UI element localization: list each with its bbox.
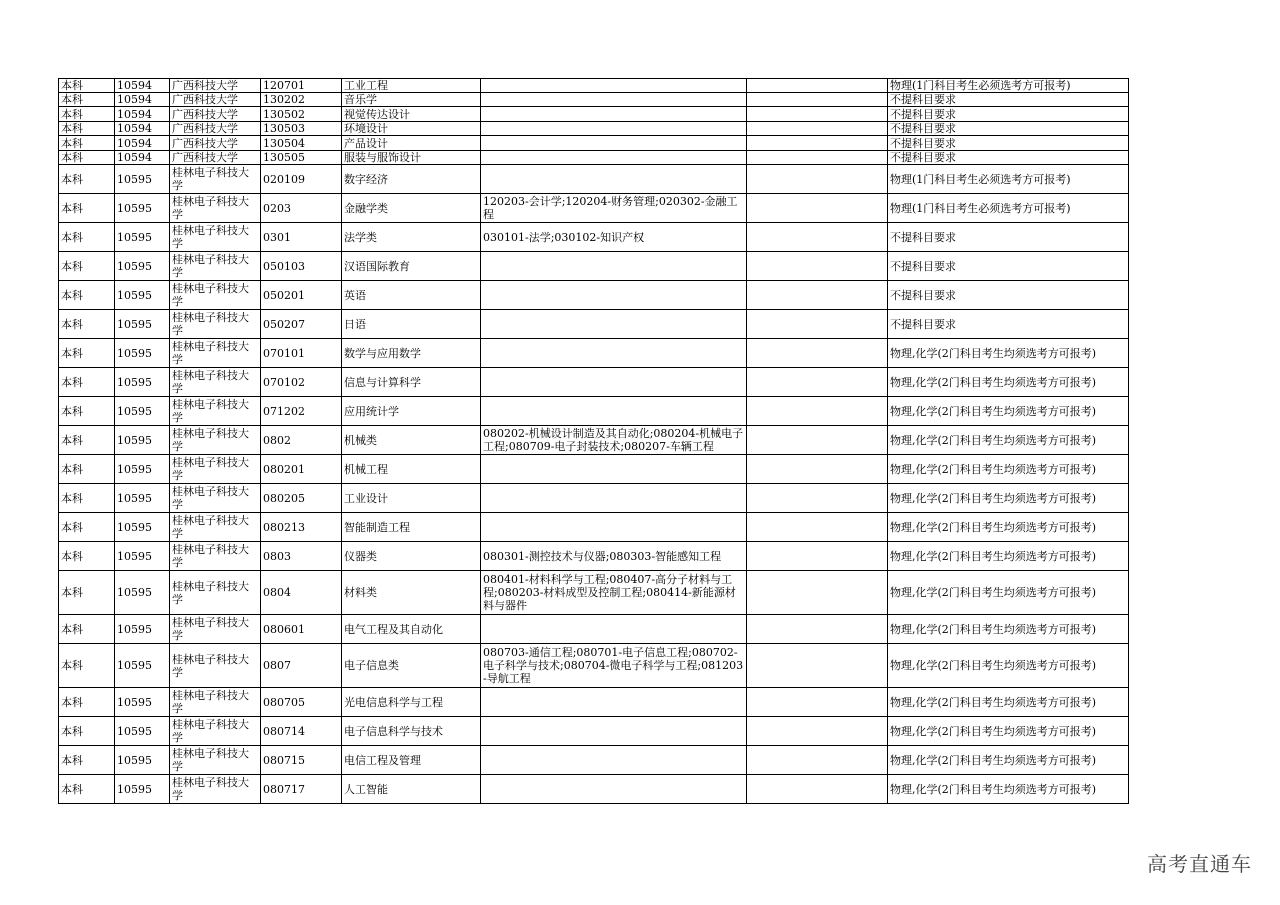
subject-requirement-cell: 物理,化学(2门科目考生均须选考方可报考) [888, 571, 1129, 615]
school-name-cell: 桂林电子科技大学 [170, 281, 261, 310]
school-code-cell: 10595 [115, 252, 170, 281]
school-code-cell: 10594 [115, 93, 170, 107]
school-code-cell: 10595 [115, 775, 170, 804]
school-name-cell: 桂林电子科技大学 [170, 513, 261, 542]
school-name-cell: 桂林电子科技大学 [170, 615, 261, 644]
table-row [59, 484, 1129, 513]
table-row [59, 615, 1129, 644]
included-majors-cell [481, 310, 747, 339]
major-code-cell: 130503 [261, 122, 342, 136]
school-name-cell: 广西科技大学 [170, 107, 261, 122]
major-name-cell: 数字经济 [342, 165, 481, 194]
major-name-cell: 汉语国际教育 [342, 252, 481, 281]
major-name-cell: 法学类 [342, 223, 481, 252]
school-name-cell: 桂林电子科技大学 [170, 571, 261, 615]
level-cell: 本科 [59, 746, 115, 775]
school-code-cell: 10595 [115, 368, 170, 397]
level-cell: 本科 [59, 615, 115, 644]
school-code-cell: 10595 [115, 644, 170, 688]
school-code-cell: 10595 [115, 746, 170, 775]
table-row [59, 775, 1129, 804]
table-row [59, 571, 1129, 615]
included-majors-cell [481, 455, 747, 484]
subject-requirement-cell: 物理,化学(2门科目考生均须选考方可报考) [888, 455, 1129, 484]
major-name-cell: 音乐学 [342, 93, 481, 107]
major-name-cell: 光电信息科学与工程 [342, 688, 481, 717]
school-code-cell: 10595 [115, 281, 170, 310]
level-cell: 本科 [59, 571, 115, 615]
subject-requirements-table [58, 78, 1129, 804]
school-name-cell: 桂林电子科技大学 [170, 426, 261, 455]
table-row [59, 136, 1129, 151]
major-code-cell: 120701 [261, 79, 342, 93]
included-majors-cell [481, 165, 747, 194]
included-majors-cell [481, 252, 747, 281]
blank-cell [747, 571, 888, 615]
table-row [59, 513, 1129, 542]
table-row [59, 310, 1129, 339]
major-code-cell: 0203 [261, 194, 342, 223]
major-code-cell: 070102 [261, 368, 342, 397]
major-name-cell: 仪器类 [342, 542, 481, 571]
table-row [59, 644, 1129, 688]
school-name-cell: 桂林电子科技大学 [170, 252, 261, 281]
table-row [59, 107, 1129, 122]
major-code-cell: 130504 [261, 136, 342, 151]
major-code-cell: 0804 [261, 571, 342, 615]
level-cell: 本科 [59, 484, 115, 513]
blank-cell [747, 93, 888, 107]
included-majors-cell [481, 484, 747, 513]
table-row [59, 426, 1129, 455]
blank-cell [747, 455, 888, 484]
major-name-cell: 机械工程 [342, 455, 481, 484]
subject-requirement-cell: 不提科目要求 [888, 151, 1129, 165]
level-cell: 本科 [59, 513, 115, 542]
school-code-cell: 10595 [115, 194, 170, 223]
major-name-cell: 工业设计 [342, 484, 481, 513]
table-row [59, 165, 1129, 194]
included-majors-cell [481, 136, 747, 151]
major-code-cell: 0301 [261, 223, 342, 252]
school-name-cell: 桂林电子科技大学 [170, 542, 261, 571]
subject-requirement-cell: 物理,化学(2门科目考生均须选考方可报考) [888, 368, 1129, 397]
table-row [59, 717, 1129, 746]
subject-requirement-cell: 物理,化学(2门科目考生均须选考方可报考) [888, 426, 1129, 455]
level-cell: 本科 [59, 165, 115, 194]
school-name-cell: 桂林电子科技大学 [170, 368, 261, 397]
level-cell: 本科 [59, 455, 115, 484]
blank-cell [747, 368, 888, 397]
major-code-cell: 130202 [261, 93, 342, 107]
blank-cell [747, 484, 888, 513]
major-code-cell: 080715 [261, 746, 342, 775]
blank-cell [747, 397, 888, 426]
blank-cell [747, 122, 888, 136]
major-code-cell: 080201 [261, 455, 342, 484]
subject-requirement-cell: 物理,化学(2门科目考生均须选考方可报考) [888, 775, 1129, 804]
table-row [59, 746, 1129, 775]
school-name-cell: 桂林电子科技大学 [170, 746, 261, 775]
table-body [59, 79, 1129, 804]
school-code-cell: 10594 [115, 122, 170, 136]
major-name-cell: 电子信息科学与技术 [342, 717, 481, 746]
school-code-cell: 10595 [115, 688, 170, 717]
subject-requirement-cell: 物理,化学(2门科目考生均须选考方可报考) [888, 717, 1129, 746]
subject-requirement-cell: 物理(1门科目考生必须选考方可报考) [888, 165, 1129, 194]
subject-requirement-cell: 不提科目要求 [888, 136, 1129, 151]
included-majors-cell: 030101-法学;030102-知识产权 [481, 223, 747, 252]
subject-requirement-cell: 不提科目要求 [888, 281, 1129, 310]
school-name-cell: 广西科技大学 [170, 93, 261, 107]
blank-cell [747, 151, 888, 165]
table-row [59, 455, 1129, 484]
school-name-cell: 桂林电子科技大学 [170, 644, 261, 688]
major-name-cell: 材料类 [342, 571, 481, 615]
blank-cell [747, 136, 888, 151]
major-code-cell: 050201 [261, 281, 342, 310]
school-name-cell: 广西科技大学 [170, 151, 261, 165]
blank-cell [747, 615, 888, 644]
included-majors-cell [481, 79, 747, 93]
blank-cell [747, 426, 888, 455]
subject-requirement-cell: 物理,化学(2门科目考生均须选考方可报考) [888, 513, 1129, 542]
major-name-cell: 电子信息类 [342, 644, 481, 688]
included-majors-cell [481, 397, 747, 426]
major-name-cell: 工业工程 [342, 79, 481, 93]
school-name-cell: 桂林电子科技大学 [170, 455, 261, 484]
level-cell: 本科 [59, 310, 115, 339]
major-name-cell: 环境设计 [342, 122, 481, 136]
subject-requirement-cell: 物理,化学(2门科目考生均须选考方可报考) [888, 615, 1129, 644]
level-cell: 本科 [59, 79, 115, 93]
school-name-cell: 桂林电子科技大学 [170, 397, 261, 426]
table-row [59, 252, 1129, 281]
level-cell: 本科 [59, 339, 115, 368]
table-row [59, 368, 1129, 397]
subject-requirement-cell: 物理,化学(2门科目考生均须选考方可报考) [888, 397, 1129, 426]
watermark-logo-text: 高考直通车 [1147, 852, 1252, 876]
level-cell: 本科 [59, 717, 115, 746]
subject-requirement-cell: 不提科目要求 [888, 122, 1129, 136]
school-code-cell: 10595 [115, 542, 170, 571]
level-cell: 本科 [59, 151, 115, 165]
school-name-cell: 桂林电子科技大学 [170, 223, 261, 252]
included-majors-cell: 080202-机械设计制造及其自动化;080204-机械电子工程;080709-电子封装技术;080207-车辆工程 [481, 426, 747, 455]
school-name-cell: 桂林电子科技大学 [170, 484, 261, 513]
school-code-cell: 10595 [115, 310, 170, 339]
level-cell: 本科 [59, 775, 115, 804]
included-majors-cell [481, 107, 747, 122]
level-cell: 本科 [59, 426, 115, 455]
major-code-cell: 020109 [261, 165, 342, 194]
major-code-cell: 0803 [261, 542, 342, 571]
blank-cell [747, 252, 888, 281]
included-majors-cell [481, 717, 747, 746]
major-code-cell: 080205 [261, 484, 342, 513]
included-majors-cell [481, 339, 747, 368]
table-row [59, 339, 1129, 368]
school-code-cell: 10595 [115, 615, 170, 644]
major-name-cell: 电信工程及管理 [342, 746, 481, 775]
major-code-cell: 070101 [261, 339, 342, 368]
blank-cell [747, 223, 888, 252]
blank-cell [747, 775, 888, 804]
level-cell: 本科 [59, 252, 115, 281]
major-code-cell: 0807 [261, 644, 342, 688]
school-code-cell: 10594 [115, 107, 170, 122]
major-name-cell: 服装与服饰设计 [342, 151, 481, 165]
school-code-cell: 10595 [115, 339, 170, 368]
subject-requirement-cell: 物理,化学(2门科目考生均须选考方可报考) [888, 644, 1129, 688]
major-name-cell: 英语 [342, 281, 481, 310]
school-name-cell: 桂林电子科技大学 [170, 310, 261, 339]
table-row [59, 223, 1129, 252]
blank-cell [747, 717, 888, 746]
level-cell: 本科 [59, 107, 115, 122]
level-cell: 本科 [59, 93, 115, 107]
school-code-cell: 10595 [115, 571, 170, 615]
level-cell: 本科 [59, 644, 115, 688]
table-row [59, 542, 1129, 571]
table-row [59, 122, 1129, 136]
table-row [59, 397, 1129, 426]
level-cell: 本科 [59, 223, 115, 252]
blank-cell [747, 107, 888, 122]
included-majors-cell: 080703-通信工程;080701-电子信息工程;080702-电子科学与技术;080704-微电子科学与工程;081203-导航工程 [481, 644, 747, 688]
included-majors-cell [481, 775, 747, 804]
table-row [59, 688, 1129, 717]
school-code-cell: 10595 [115, 426, 170, 455]
blank-cell [747, 310, 888, 339]
blank-cell [747, 281, 888, 310]
school-code-cell: 10595 [115, 165, 170, 194]
school-code-cell: 10594 [115, 151, 170, 165]
included-majors-cell [481, 746, 747, 775]
major-code-cell: 080717 [261, 775, 342, 804]
major-code-cell: 050207 [261, 310, 342, 339]
blank-cell [747, 542, 888, 571]
included-majors-cell [481, 281, 747, 310]
level-cell: 本科 [59, 542, 115, 571]
major-name-cell: 产品设计 [342, 136, 481, 151]
blank-cell [747, 339, 888, 368]
major-name-cell: 人工智能 [342, 775, 481, 804]
subject-requirement-cell: 物理(1门科目考生必须选考方可报考) [888, 194, 1129, 223]
school-name-cell: 桂林电子科技大学 [170, 339, 261, 368]
blank-cell [747, 513, 888, 542]
subject-requirement-cell: 物理,化学(2门科目考生均须选考方可报考) [888, 746, 1129, 775]
subject-requirement-cell: 不提科目要求 [888, 93, 1129, 107]
major-name-cell: 数学与应用数学 [342, 339, 481, 368]
school-name-cell: 桂林电子科技大学 [170, 165, 261, 194]
subject-requirement-cell: 物理,化学(2门科目考生均须选考方可报考) [888, 484, 1129, 513]
table-row [59, 281, 1129, 310]
level-cell: 本科 [59, 397, 115, 426]
level-cell: 本科 [59, 281, 115, 310]
included-majors-cell [481, 688, 747, 717]
included-majors-cell [481, 513, 747, 542]
school-code-cell: 10595 [115, 484, 170, 513]
school-name-cell: 桂林电子科技大学 [170, 717, 261, 746]
blank-cell [747, 194, 888, 223]
major-code-cell: 080213 [261, 513, 342, 542]
school-name-cell: 桂林电子科技大学 [170, 775, 261, 804]
table-row [59, 151, 1129, 165]
subject-requirement-cell: 物理(1门科目考生必须选考方可报考) [888, 79, 1129, 93]
level-cell: 本科 [59, 368, 115, 397]
included-majors-cell: 120203-会计学;120204-财务管理;020302-金融工程 [481, 194, 747, 223]
school-name-cell: 桂林电子科技大学 [170, 688, 261, 717]
included-majors-cell [481, 368, 747, 397]
blank-cell [747, 644, 888, 688]
subject-requirement-cell: 不提科目要求 [888, 223, 1129, 252]
school-name-cell: 广西科技大学 [170, 136, 261, 151]
table-row [59, 79, 1129, 93]
subject-requirement-cell: 不提科目要求 [888, 310, 1129, 339]
subject-requirement-cell: 物理,化学(2门科目考生均须选考方可报考) [888, 688, 1129, 717]
major-name-cell: 电气工程及其自动化 [342, 615, 481, 644]
major-name-cell: 信息与计算科学 [342, 368, 481, 397]
subject-requirement-cell: 不提科目要求 [888, 107, 1129, 122]
major-name-cell: 日语 [342, 310, 481, 339]
school-name-cell: 广西科技大学 [170, 79, 261, 93]
major-code-cell: 130505 [261, 151, 342, 165]
school-name-cell: 广西科技大学 [170, 122, 261, 136]
subject-requirement-cell: 物理,化学(2门科目考生均须选考方可报考) [888, 339, 1129, 368]
included-majors-cell [481, 93, 747, 107]
major-code-cell: 080705 [261, 688, 342, 717]
major-name-cell: 智能制造工程 [342, 513, 481, 542]
included-majors-cell [481, 122, 747, 136]
major-code-cell: 080601 [261, 615, 342, 644]
school-code-cell: 10595 [115, 455, 170, 484]
included-majors-cell: 080401-材料科学与工程;080407-高分子材料与工程;080203-材料成型及控制工程;080414-新能源材料与器件 [481, 571, 747, 615]
major-code-cell: 050103 [261, 252, 342, 281]
level-cell: 本科 [59, 136, 115, 151]
major-name-cell: 视觉传达设计 [342, 107, 481, 122]
school-code-cell: 10594 [115, 136, 170, 151]
subject-requirement-cell: 物理,化学(2门科目考生均须选考方可报考) [888, 542, 1129, 571]
school-code-cell: 10595 [115, 397, 170, 426]
included-majors-cell [481, 151, 747, 165]
blank-cell [747, 79, 888, 93]
blank-cell [747, 165, 888, 194]
major-name-cell: 机械类 [342, 426, 481, 455]
school-code-cell: 10594 [115, 79, 170, 93]
school-code-cell: 10595 [115, 223, 170, 252]
major-code-cell: 080714 [261, 717, 342, 746]
major-code-cell: 130502 [261, 107, 342, 122]
major-name-cell: 金融学类 [342, 194, 481, 223]
school-name-cell: 桂林电子科技大学 [170, 194, 261, 223]
included-majors-cell [481, 615, 747, 644]
major-code-cell: 071202 [261, 397, 342, 426]
level-cell: 本科 [59, 194, 115, 223]
included-majors-cell: 080301-测控技术与仪器;080303-智能感知工程 [481, 542, 747, 571]
table-row [59, 194, 1129, 223]
school-code-cell: 10595 [115, 513, 170, 542]
level-cell: 本科 [59, 688, 115, 717]
table-row [59, 93, 1129, 107]
major-name-cell: 应用统计学 [342, 397, 481, 426]
major-code-cell: 0802 [261, 426, 342, 455]
subject-requirement-cell: 不提科目要求 [888, 252, 1129, 281]
blank-cell [747, 688, 888, 717]
school-code-cell: 10595 [115, 717, 170, 746]
level-cell: 本科 [59, 122, 115, 136]
blank-cell [747, 746, 888, 775]
